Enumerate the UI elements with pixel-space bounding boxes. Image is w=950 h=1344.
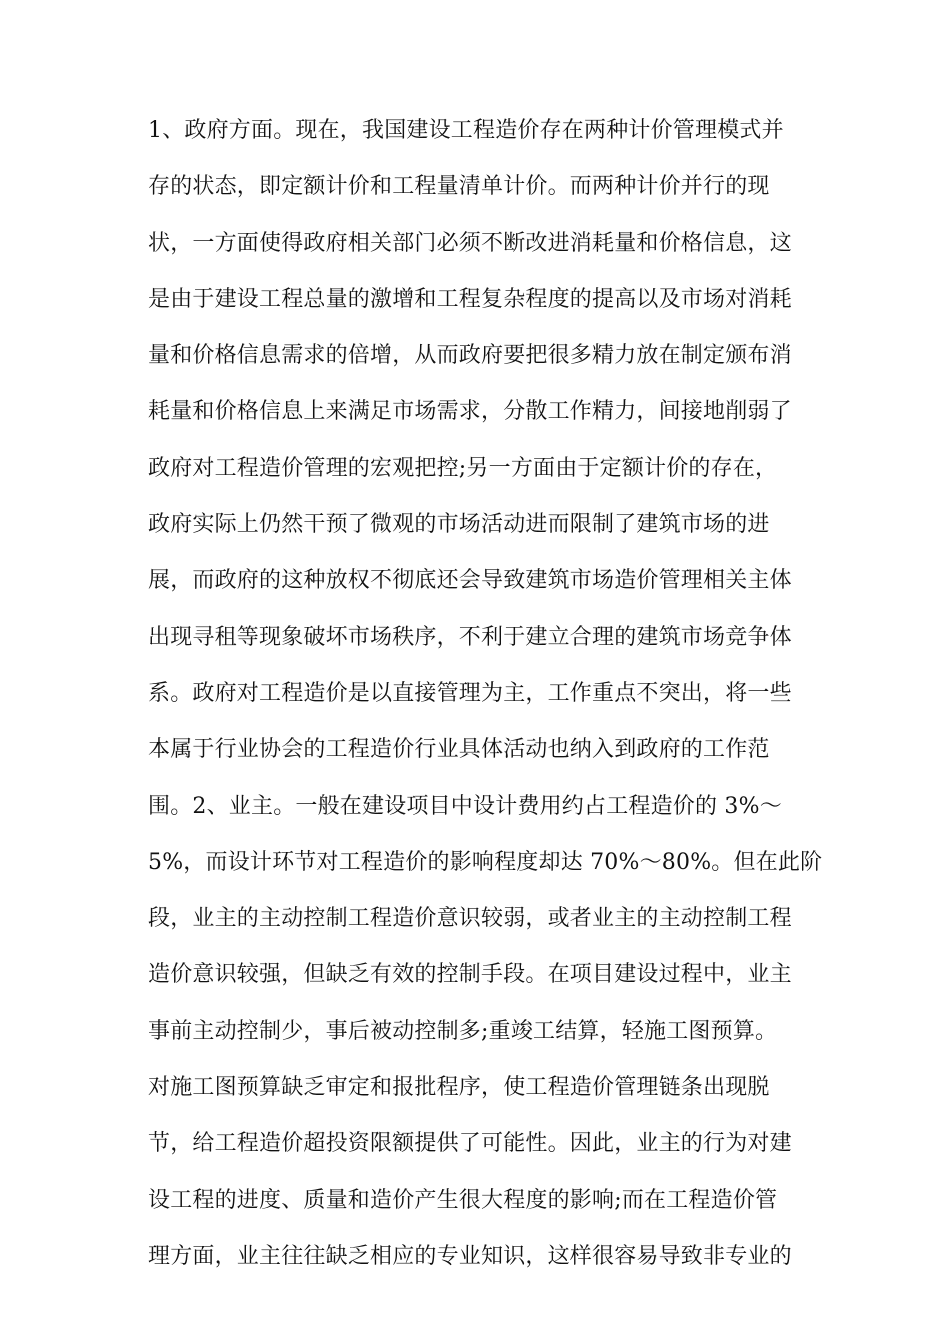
text-line: 耗量和价格信息上来满足市场需求，分散工作精力，间接地削弱了	[148, 399, 792, 425]
text-line: 节，给工程造价超投资限额提供了可能性。因此，业主的行为对建	[148, 1131, 792, 1157]
text-line: 理方面，业主往往缺乏相应的专业知识，这样很容易导致非专业的	[148, 1243, 792, 1269]
text-line: 是由于建设工程总量的激增和工程复杂程度的提高以及市场对消耗	[148, 286, 792, 312]
text-line: 设工程的进度、质量和造价产生很大程度的影响;而在工程造价管	[148, 1187, 778, 1213]
text-line: 本属于行业协会的工程造价行业具体活动也纳入到政府的工作范	[148, 737, 770, 763]
text-line: 展，而政府的这种放权不彻底还会导致建筑市场造价管理相关主体	[148, 568, 792, 594]
text-line: 系。政府对工程造价是以直接管理为主，工作重点不突出，将一些	[148, 680, 792, 706]
text-line: 1、政府方面。现在，我国建设工程造价存在两种计价管理模式并	[148, 118, 784, 143]
text-line: 状，一方面使得政府相关部门必须不断改进消耗量和价格信息，这	[148, 230, 792, 256]
text-line: 政府对工程造价管理的宏观把控;另一方面由于定额计价的存在，	[148, 455, 778, 481]
text-line: 围。2、业主。一般在建设项目中设计费用约占工程造价的 3%～	[148, 793, 782, 819]
text-line: 事前主动控制少，事后被动控制多;重竣工结算，轻施工图预算。	[148, 1018, 778, 1044]
text-line: 政府实际上仍然干预了微观的市场活动进而限制了建筑市场的进	[148, 512, 770, 538]
text-line: 造价意识较强，但缺乏有效的控制手段。在项目建设过程中，业主	[148, 962, 792, 988]
text-line: 存的状态，即定额计价和工程量清单计价。而两种计价并行的现	[148, 174, 770, 200]
text-line: 量和价格信息需求的倍增，从而政府要把很多精力放在制定颁布消	[148, 343, 792, 369]
body-paragraph	[148, 116, 823, 1298]
text-line: 段，业主的主动控制工程造价意识较弱，或者业主的主动控制工程	[148, 906, 792, 932]
text-line: 对施工图预算缺乏审定和报批程序，使工程造价管理链条出现脱	[148, 1075, 770, 1101]
text-line: 5%，而设计环节对工程造价的影响程度却达 70%～80%。但在此阶	[148, 849, 823, 875]
text-line: 出现寻租等现象破坏市场秩序，不利于建立合理的建筑市场竞争体	[148, 624, 792, 650]
